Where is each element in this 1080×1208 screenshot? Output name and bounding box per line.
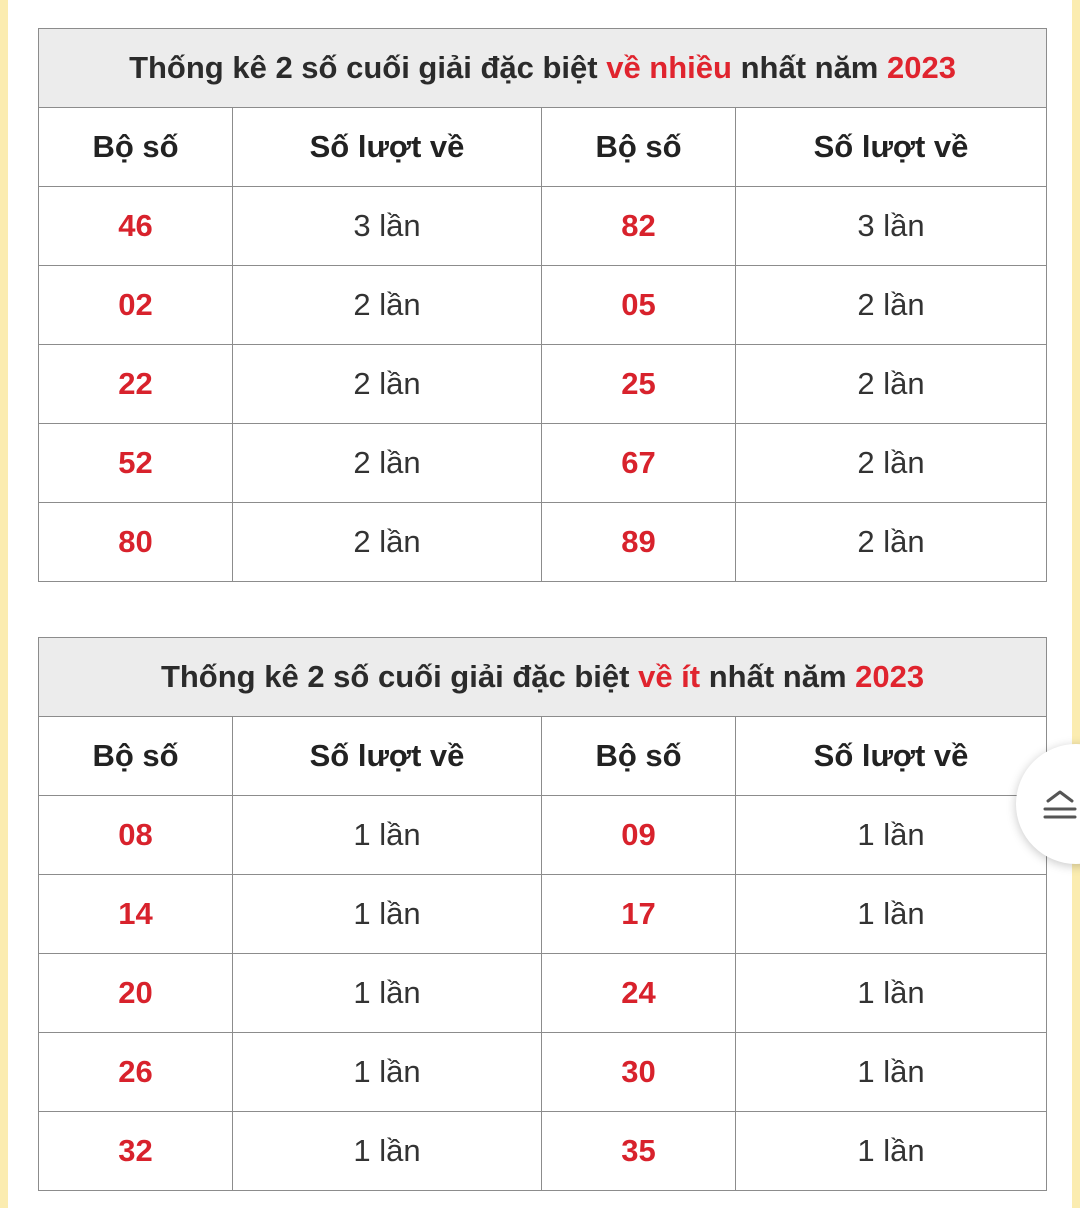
number-cell: 09 [542, 796, 736, 875]
least-frequent-table [38, 637, 1047, 1191]
table-row [39, 1112, 1047, 1191]
header-cell: Bộ số [39, 108, 233, 187]
chevron-up-with-bar-icon [1042, 788, 1078, 822]
count-cell: 1 lần [233, 796, 542, 875]
least-frequent-title [39, 638, 1047, 717]
number-cell: 35 [542, 1112, 736, 1191]
number-cell: 14 [39, 875, 233, 954]
table-row [39, 1033, 1047, 1112]
count-cell: 1 lần [736, 1033, 1047, 1112]
number-cell: 82 [542, 187, 736, 266]
header-cell: Bộ số [39, 717, 233, 796]
table-row [39, 187, 1047, 266]
header-cell: Số lượt về [233, 717, 542, 796]
title-year: 2023 [855, 659, 925, 694]
count-cell: 2 lần [736, 503, 1047, 582]
count-cell: 2 lần [233, 345, 542, 424]
number-cell: 80 [39, 503, 233, 582]
count-cell: 1 lần [233, 875, 542, 954]
most-frequent-table [38, 28, 1047, 582]
count-cell: 1 lần [736, 796, 1047, 875]
number-cell: 20 [39, 954, 233, 1033]
count-cell: 2 lần [233, 503, 542, 582]
table-row [39, 424, 1047, 503]
header-cell: Số lượt về [736, 108, 1047, 187]
title-prefix: Thống kê 2 số cuối giải đặc biệt [160, 659, 639, 694]
header-row [39, 108, 1047, 187]
title-prefix: Thống kê 2 số cuối giải đặc biệt [129, 50, 607, 85]
number-cell: 08 [39, 796, 233, 875]
number-cell: 24 [542, 954, 736, 1033]
number-cell: 25 [542, 345, 736, 424]
number-cell: 46 [39, 187, 233, 266]
table-row [39, 266, 1047, 345]
title-highlight: về nhiều [606, 50, 732, 85]
count-cell: 1 lần [233, 954, 542, 1033]
table-row [39, 954, 1047, 1033]
count-cell: 1 lần [736, 954, 1047, 1033]
count-cell: 1 lần [736, 875, 1047, 954]
title-highlight: về ít [638, 659, 701, 694]
count-cell: 2 lần [736, 345, 1047, 424]
number-cell: 17 [542, 875, 736, 954]
count-cell: 2 lần [736, 266, 1047, 345]
number-cell: 05 [542, 266, 736, 345]
number-cell: 26 [39, 1033, 233, 1112]
number-cell: 52 [39, 424, 233, 503]
table-row [39, 796, 1047, 875]
header-row [39, 717, 1047, 796]
header-cell: Số lượt về [736, 717, 1047, 796]
most-frequent-title [39, 29, 1047, 108]
number-cell: 67 [542, 424, 736, 503]
count-cell: 1 lần [233, 1033, 542, 1112]
title-year: 2023 [886, 50, 956, 85]
table-row [39, 503, 1047, 582]
number-cell: 30 [542, 1033, 736, 1112]
number-cell: 22 [39, 345, 233, 424]
left-border-stripe [0, 0, 8, 1208]
right-border-stripe [1072, 0, 1080, 1208]
header-cell: Số lượt về [233, 108, 542, 187]
table-row [39, 875, 1047, 954]
number-cell: 89 [542, 503, 736, 582]
count-cell: 1 lần [736, 1112, 1047, 1191]
number-cell: 02 [39, 266, 233, 345]
title-middle: nhất năm [731, 50, 887, 85]
count-cell: 2 lần [233, 424, 542, 503]
title-middle: nhất năm [700, 659, 856, 694]
count-cell: 3 lần [233, 187, 542, 266]
count-cell: 2 lần [233, 266, 542, 345]
count-cell: 3 lần [736, 187, 1047, 266]
number-cell: 32 [39, 1112, 233, 1191]
table-row [39, 345, 1047, 424]
count-cell: 1 lần [233, 1112, 542, 1191]
header-cell: Bộ số [542, 717, 736, 796]
header-cell: Bộ số [542, 108, 736, 187]
count-cell: 2 lần [736, 424, 1047, 503]
